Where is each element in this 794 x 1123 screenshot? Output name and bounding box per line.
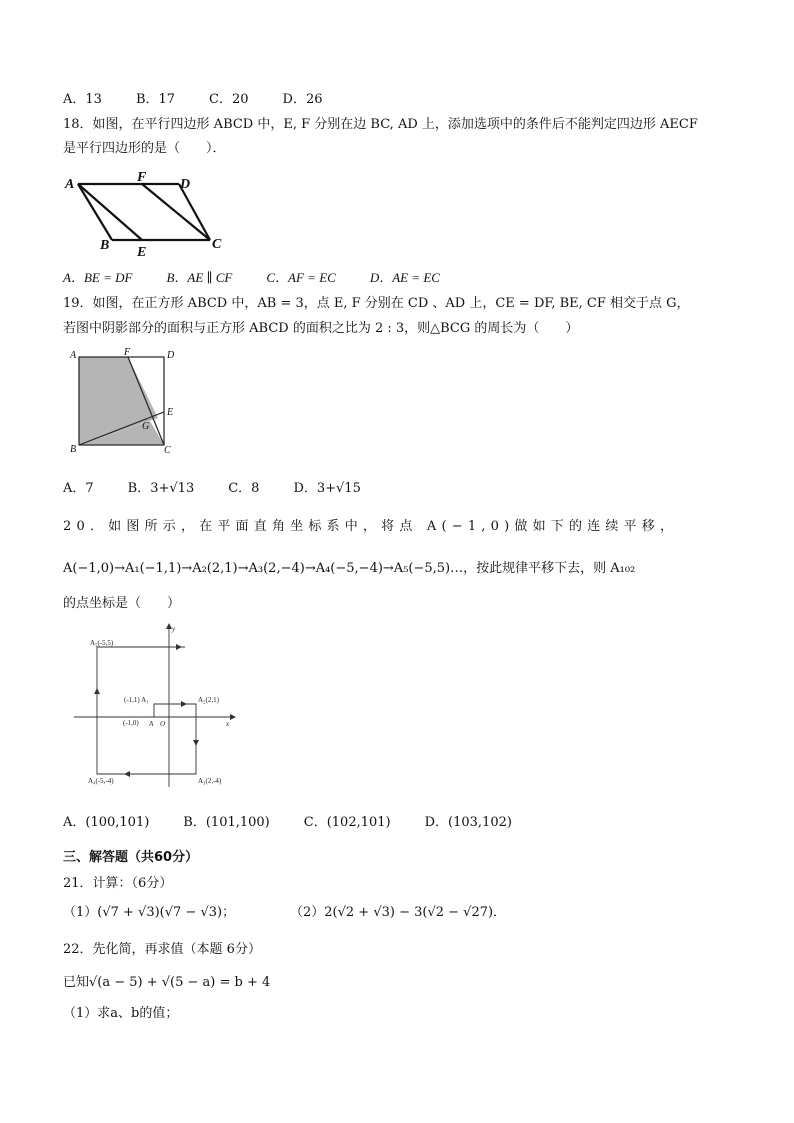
q19-option-c: C．8 bbox=[228, 481, 260, 496]
q19-label-d: D bbox=[167, 350, 175, 361]
q17-option-c: C．20 bbox=[209, 92, 249, 107]
q20-label-a3: A₃(2,-4) bbox=[198, 777, 222, 785]
q17-options bbox=[63, 91, 357, 109]
q20-label-a1: (-1,1) A₁ bbox=[124, 696, 149, 704]
q18-stem-line2: 是平行四边形的是（ ）． bbox=[63, 141, 226, 156]
q20-label-x: x bbox=[226, 720, 230, 728]
q20-label-a4: A₄(-5,-4) bbox=[88, 777, 114, 785]
q20-option-d: D．(103,102) bbox=[424, 815, 512, 830]
q18-label-c: C bbox=[212, 237, 222, 252]
q19-square-figure bbox=[64, 348, 184, 458]
q18-option-a: A．BE = DF bbox=[63, 270, 133, 285]
q20-label-y: y bbox=[172, 625, 176, 633]
q18-parallelogram-figure bbox=[62, 170, 232, 260]
q22-part1: （1）求a、b的值； bbox=[63, 1006, 179, 1021]
q20-stem-line2: A(−1,0)→A₁(−1,1)→A₂(2,1)→A₃(2,−4)→A₄(−5,−4)→A₅(−5,5)…，按此规律平移下去，则 A₁₀₂ bbox=[63, 561, 636, 576]
q19-options bbox=[63, 480, 395, 498]
q20-option-a: A．(100,101) bbox=[63, 815, 150, 830]
q20-options bbox=[63, 814, 546, 832]
section-heading: 三、解答题（共60分） bbox=[63, 850, 199, 865]
q18-stem-line1: 18．如图，在平行四边形 ABCD 中，E, F 分别在边 BC, AD 上，添加选项中的条件后不能判定四边形 AECF bbox=[63, 117, 698, 132]
q20-label-a0: (-1,0) bbox=[123, 719, 139, 727]
q19-label-b: B bbox=[70, 444, 77, 455]
q19-stem-line2: 若图中阴影部分的面积与正方形 ABCD 的面积之比为 2 : 3，则△BCG 的周长为（ ） bbox=[63, 321, 579, 336]
q21-title: 21．计算：（6分） bbox=[63, 876, 173, 891]
q19-stem-line1: 19．如图，在正方形 ABCD 中，AB = 3，点 E, F 分别在 CD 、AD 上，CE = DF, BE, CF 相交于点 G， bbox=[63, 296, 690, 311]
q19-label-g: G bbox=[142, 421, 150, 432]
q19-label-c: C bbox=[164, 445, 171, 456]
q20-coordinate-figure bbox=[70, 622, 240, 792]
q20-label-origin: O bbox=[160, 720, 166, 728]
q18-option-c: C．AF = EC bbox=[266, 270, 336, 285]
q18-label-a: A bbox=[65, 177, 75, 192]
q18-options bbox=[63, 269, 474, 288]
q18-label-e: E bbox=[137, 245, 147, 260]
q18-label-b: B bbox=[100, 238, 110, 253]
q20-stem-line3: 的点坐标是（ ） bbox=[63, 596, 181, 611]
q20-label-a5: A₅(-5,5) bbox=[90, 639, 114, 647]
q19-option-a: A．7 bbox=[63, 481, 94, 496]
q19-label-a: A bbox=[70, 350, 77, 361]
q20-label-a2: A₂(2,1) bbox=[198, 696, 219, 704]
q19-option-d: D．3+√15 bbox=[293, 481, 361, 496]
q22-given: 已知√(a − 5) + √(5 − a) = b + 4 bbox=[63, 975, 271, 990]
q18-label-d: D bbox=[180, 177, 191, 192]
q19-option-b: B．3+√13 bbox=[127, 481, 195, 496]
q17-option-b: B．17 bbox=[135, 92, 176, 107]
q20-label-a: A bbox=[149, 720, 154, 728]
q18-option-d: D．AE = EC bbox=[369, 270, 440, 285]
q20-stem-line1: 20．如图所示，在平面直角坐标系中，将点 A(−1,0)做如下的连续平移， bbox=[63, 519, 679, 534]
q18-option-b: B．AE ∥ CF bbox=[166, 270, 233, 285]
q20-option-b: B．(101,100) bbox=[183, 815, 270, 830]
q21-part1: （1）(√7 + √3)(√7 − √3)； bbox=[63, 905, 236, 920]
q21-part2: （2）2(√2 + √3) − 3(√2 − √27)． bbox=[290, 905, 507, 920]
q19-label-e: E bbox=[167, 407, 174, 418]
q18-label-f: F bbox=[137, 170, 147, 185]
q17-option-a: A．13 bbox=[63, 92, 102, 107]
q19-label-f: F bbox=[124, 348, 131, 358]
q22-title: 22．先化简，再求值（本题 6分） bbox=[63, 942, 261, 957]
q17-option-d: D．26 bbox=[282, 92, 323, 107]
q20-option-c: C．(102,101) bbox=[303, 815, 391, 830]
